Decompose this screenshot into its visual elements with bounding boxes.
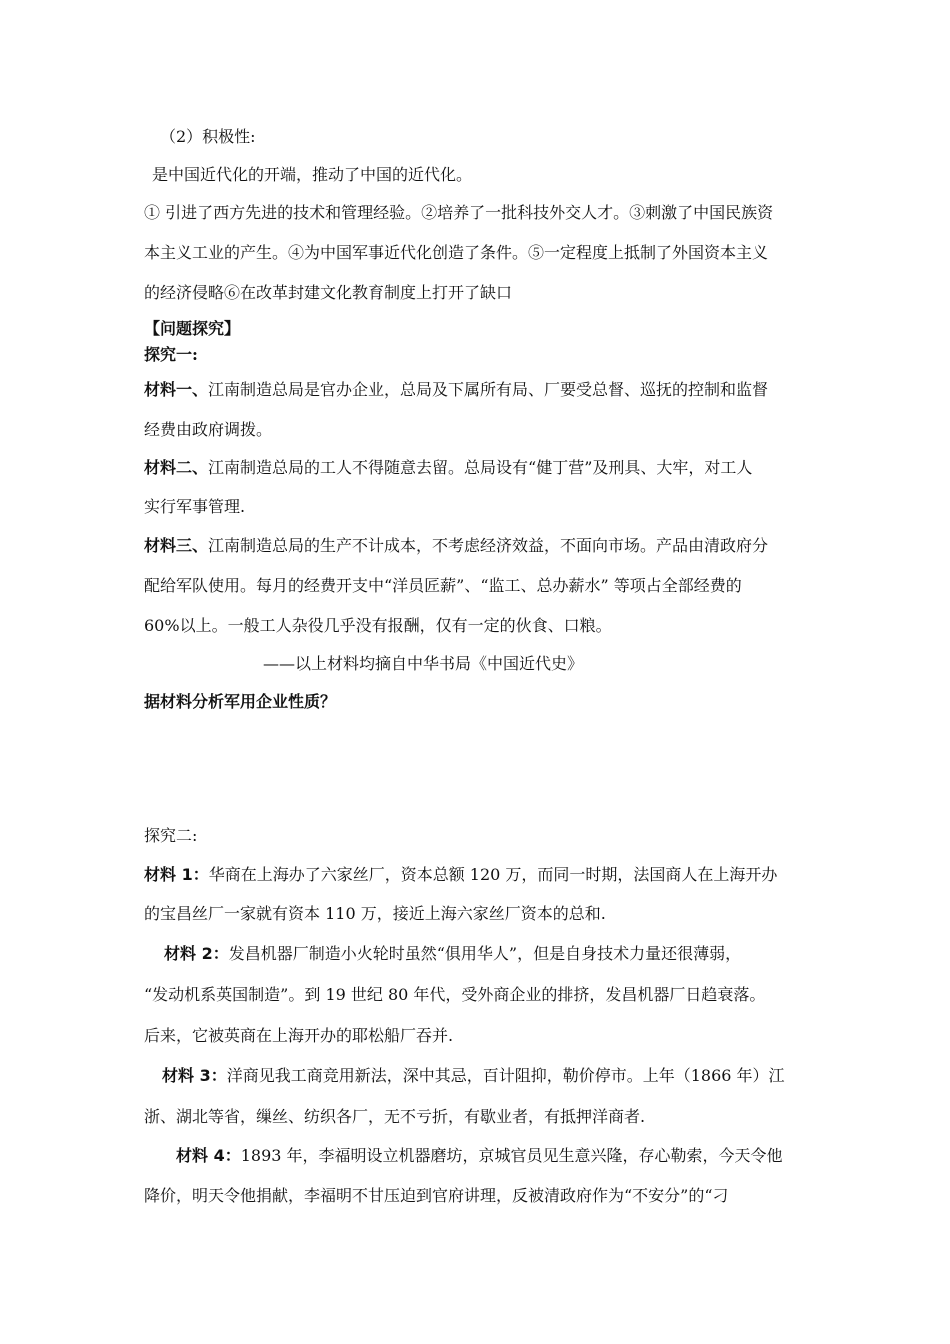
explore2-material-2-cont: “发动机系英国制造”。到 19 世纪 80 年代，受外商企业的排挤，发昌机器厂日趋衰落。 [144, 985, 766, 1004]
positive-line: 本主义工业的产生。④为中国军事近代化创造了条件。⑤一定程度上抵制了外国资本主义 [144, 243, 769, 262]
material-source: ——以上材料均摘自中华书局《中国近代史》 [263, 654, 584, 673]
material-text: 洋商见我工商竞用新法，深中其忌，百计阻抑，勒价停市。上年（1866 年）江 [226, 1066, 785, 1085]
explore1-question: 据材料分析军用企业性质？ [144, 692, 337, 711]
explore1-material-3-cont: 60%以上。一般工人杂役几乎没有报酬，仅有一定的伙食、口粮。 [144, 616, 612, 635]
explore2-material-2-cont: 后来，它被英商在上海开办的耶松船厂吞并. [144, 1026, 454, 1045]
material-label: 材料二、 [144, 458, 209, 477]
material-label: 材料 1： [144, 865, 209, 884]
explore1-material-2-cont: 实行军事管理. [144, 497, 246, 516]
material-text: 1893 年，李福明设立机器磨坊，京城官员见生意兴隆，存心勒索，今天令他 [240, 1146, 783, 1165]
material-text: 江南制造总局是官办企业，总局及下属所有局、厂要受总督、巡抚的控制和监督 [208, 380, 769, 399]
positive-intro: 是中国近代化的开端，推动了中国的近代化。 [152, 165, 473, 184]
explore-one-title: 探究一: [144, 345, 198, 364]
material-label: 材料 4： [176, 1146, 241, 1165]
material-text: 发昌机器厂制造小火轮时虽然“俱用华人”，但是自身技术力量还很薄弱， [228, 944, 742, 963]
material-label: 材料三、 [144, 536, 209, 555]
explore1-material-3-cont: 配给军队使用。每月的经费开支中“洋员匠薪”、“监工、总办薪水” 等项占全部经费的 [144, 576, 742, 595]
explore2-material-1-cont: 的宝昌丝厂一家就有资本 110 万，接近上海六家丝厂资本的总和. [144, 904, 606, 923]
explore1-material-1 [144, 380, 814, 400]
explore1-material-3 [144, 536, 814, 556]
explore2-material-3 [162, 1066, 832, 1086]
material-text: 江南制造总局的工人不得随意去留。总局设有“健丁营”及刑具、大牢，对工人 [208, 458, 753, 477]
explore1-material-2 [144, 458, 814, 478]
positive-line: 的经济侵略⑥在改革封建文化教育制度上打开了缺口 [144, 283, 513, 302]
material-text: 华商在上海办了六家丝厂，资本总额 120 万，而同一时期，法国商人在上海开办 [208, 865, 778, 884]
explore1-material-1-cont: 经费由政府调拨。 [144, 420, 273, 439]
explore2-material-2 [164, 944, 834, 964]
material-label: 材料 3： [162, 1066, 227, 1085]
explore2-material-1 [144, 865, 814, 885]
explore-two-title: 探究二: [144, 826, 198, 845]
material-label: 材料一、 [144, 380, 209, 399]
problem-heading: 【问题探究】 [144, 319, 241, 338]
explore2-material-4 [176, 1146, 846, 1166]
explore2-material-4-cont: 降价，明天令他捐献，李福明不甘压迫到官府讲理，反被清政府作为“不安分”的“刁 [144, 1186, 729, 1205]
material-text: 江南制造总局的生产不计成本，不考虑经济效益，不面向市场。产品由清政府分 [208, 536, 769, 555]
section-heading-positive: （2）积极性: [160, 127, 256, 146]
explore2-material-3-cont: 浙、湖北等省，缫丝、纺织各厂，无不亏折，有歇业者，有抵押洋商者. [144, 1107, 646, 1126]
positive-line: ① 引进了西方先进的技术和管理经验。②培养了一批科技外交人才。③刺激了中国民族资 [144, 203, 774, 222]
material-label: 材料 2： [164, 944, 229, 963]
